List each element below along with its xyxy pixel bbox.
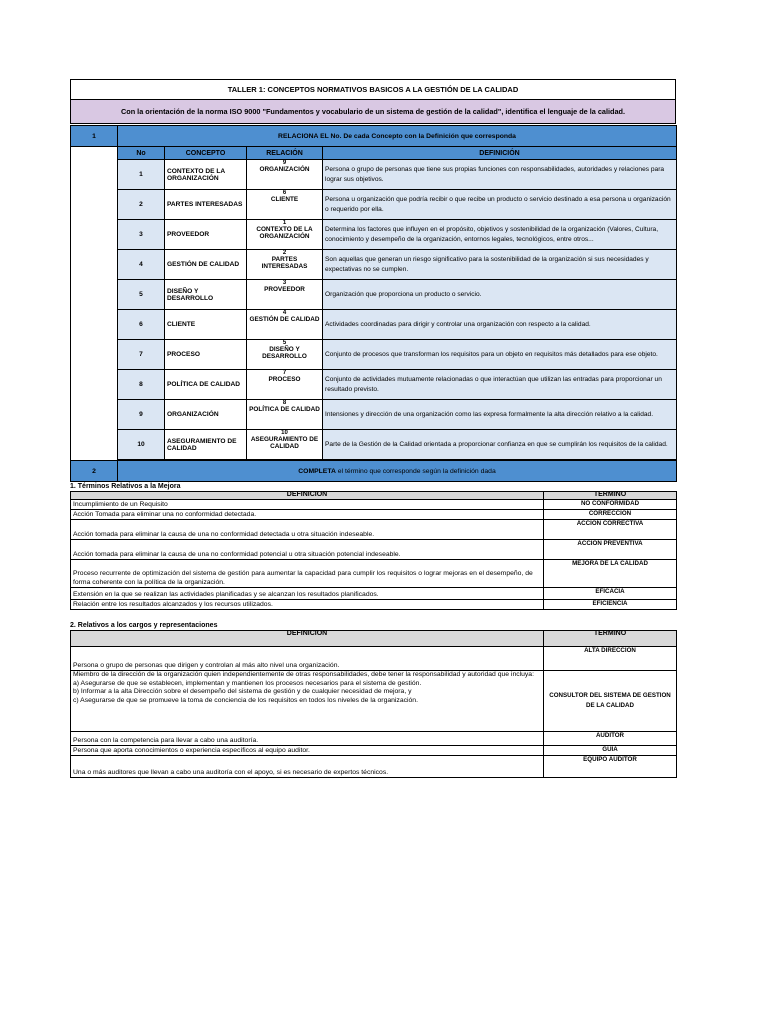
relation-number: 6: [282, 190, 287, 196]
term-cell[interactable]: MEJORA DE LA CALIDAD: [544, 560, 677, 588]
relation-row: [71, 430, 677, 460]
relation-text: PROCESO: [268, 376, 301, 383]
relation-table: [70, 125, 677, 460]
relation-text: PARTES INTERESADAS: [261, 256, 308, 270]
col-header-definicion: DEFINICION: [71, 631, 544, 647]
improvement-row: [71, 540, 677, 560]
relation-number: 5: [282, 340, 287, 346]
concept-cell: GESTIÓN DE CALIDAD: [165, 250, 247, 280]
definition-cell: Proceso recurrente de optimización del sistema de gestión para aumentar la capacidad para cumplir los requisitos o lograr mejoras en el desempeño, de forma coherente con la política de la organización.: [71, 560, 544, 588]
improvement-row: [71, 520, 677, 540]
improvement-terms-table: [70, 491, 677, 610]
relation-text: PROVEEDOR: [264, 286, 305, 293]
relation-number: 9: [282, 160, 287, 166]
concept-cell: PROCESO: [165, 340, 247, 370]
definition-cell: Extensión en la que se realizan las actividades planificadas y se alcanzan los resultados planificados.: [71, 588, 544, 600]
definition-cell: Persona o grupo de personas que dirigen y controlan al más alto nivel una organización.: [71, 647, 544, 671]
term-cell[interactable]: ACCION PREVENTIVA: [544, 540, 677, 560]
section2-number: 2: [71, 461, 118, 482]
section2-header: [70, 460, 677, 482]
definition-cell: Intensiones y dirección de una organización como las expresa formalmente la alta dirección relativo a la calidad.: [323, 400, 677, 430]
definition-cell: Persona o grupo de personas que tiene sus propias funciones con responsabilidades, autoridades y relaciones para lograr sus objetivos.: [323, 160, 677, 190]
term-cell[interactable]: ACCION CORRECTIVA: [544, 520, 677, 540]
relation-cell[interactable]: [247, 400, 323, 430]
definition-cell: Organización que proporciona un producto o servicio.: [323, 280, 677, 310]
improvement-row: [71, 500, 677, 510]
relation-text: ASEGURAMIENTO DE CALIDAD: [250, 436, 319, 450]
definition-cell: Persona u organización que podría recibir o que recibe un producto o servicio destinado a esa persona u organización o requerido por ella.: [323, 190, 677, 220]
term-cell[interactable]: EFICIENCIA: [544, 600, 677, 610]
definition-line: c) Asegurarse de que se promueve la toma de conciencia de los requisitos en todos los niveles de la organización.: [73, 696, 418, 704]
relation-row: [71, 340, 677, 370]
term-cell[interactable]: CONSULTOR DEL SISTEMA DE GESTION DE LA CALIDAD: [544, 671, 677, 732]
definition-line: Miembro de la dirección de la organización quien independientemente de otras responsabilidades, debe tener la responsabilidad y autoridad que incluya:: [73, 671, 534, 678]
relation-number: 2: [282, 250, 287, 256]
row-number: 2: [118, 190, 165, 220]
relation-number: 8: [282, 400, 287, 406]
sub2-caption: 2. Relativos a los cargos y representaciones: [70, 622, 218, 629]
row-number: 5: [118, 280, 165, 310]
definition-cell: Acción Tomada para eliminar una no conformidad detectada.: [71, 510, 544, 520]
row-number: 6: [118, 310, 165, 340]
relation-text: GESTIÓN DE CALIDAD: [249, 316, 320, 323]
relation-number: 7: [282, 370, 287, 376]
relation-row: [71, 400, 677, 430]
relation-cell[interactable]: [247, 280, 323, 310]
definition-cell: Una o más auditores que llevan a cabo una auditoría con el apoyo, si es necesario de expertos técnicos.: [71, 756, 544, 778]
relation-text: POLÍTICA DE CALIDAD: [249, 406, 320, 413]
definition-cell: Acción tomada para eliminar la causa de una no conformidad detectada u otra situación indeseable.: [71, 520, 544, 540]
concept-cell: POLÍTICA DE CALIDAD: [165, 370, 247, 400]
col-header-relation: RELACIÓN: [247, 147, 323, 160]
relation-number: 4: [282, 310, 287, 316]
relation-row: [71, 160, 677, 190]
relation-number: 10: [281, 430, 288, 436]
relation-row: [71, 370, 677, 400]
worksheet-subtitle: Con la orientación de la norma ISO 9000 "Fundamentos y vocabulario de un sistema de gestión de la calidad", identifica el lenguaje de la calidad.: [70, 100, 676, 124]
definition-cell: Relación entre los resultados alcanzados y los recursos utilizados.: [71, 600, 544, 610]
definition-line: b) Informar a la alta Dirección sobre el desempeño del sistema de gestión y de cualquier necesidad de mejora, y: [73, 688, 412, 695]
relation-row: [71, 280, 677, 310]
concept-cell: DISEÑO Y DESARROLLO: [165, 280, 247, 310]
relation-row: [71, 250, 677, 280]
relation-text: CLIENTE: [270, 196, 299, 203]
col-header-definition: DEFINICIÓN: [323, 147, 677, 160]
sub1-caption: 1. Términos Relativos a la Mejora: [70, 483, 181, 490]
row-number: 8: [118, 370, 165, 400]
relation-row: [71, 190, 677, 220]
definition-cell: Incumplimiento de un Requisito: [71, 500, 544, 510]
definition-cell: Parte de la Gestión de la Calidad orientada a proporcionar confianza en que se cumplirán los requisitos de la calidad.: [323, 430, 677, 460]
row-number: 10: [118, 430, 165, 460]
term-cell[interactable]: ALTA DIRECCION: [544, 647, 677, 671]
term-cell[interactable]: NO CONFORMIDAD: [544, 500, 677, 510]
row-number: 4: [118, 250, 165, 280]
relation-cell[interactable]: [247, 340, 323, 370]
improvement-row: [71, 588, 677, 600]
concept-cell: ASEGURAMIENTO DE CALIDAD: [165, 430, 247, 460]
section1-number: 1: [71, 126, 118, 147]
relation-row: [71, 310, 677, 340]
concept-cell: PARTES INTERESADAS: [165, 190, 247, 220]
role-row: [71, 732, 677, 746]
improvement-row: [71, 510, 677, 520]
improvement-row: [71, 560, 677, 588]
definition-line: a) Asegurarse de que se establecen, implementan y mantienen los procesos necesarios para el sistema de gestión.: [73, 679, 422, 687]
relation-text: ORGANIZACIÓN: [259, 166, 310, 173]
concept-cell: ORGANIZACIÓN: [165, 400, 247, 430]
relation-cell[interactable]: [247, 370, 323, 400]
concept-cell: CLIENTE: [165, 310, 247, 340]
definition-cell: Persona que aporta conocimientos o experiencia específicos al equipo auditor.: [71, 746, 544, 756]
role-row: [71, 647, 677, 671]
relation-number: 3: [282, 280, 287, 286]
role-row: [71, 756, 677, 778]
definition-cell: Son aquellas que generan un riesgo significativo para la sostenibilidad de la organización si sus necesidades y expectativas no se cumplen.: [323, 250, 677, 280]
relation-cell[interactable]: [247, 250, 323, 280]
relation-cell[interactable]: [247, 310, 323, 340]
col-header-no: No: [118, 147, 165, 160]
section2-heading: COMPLETA el término que corresponde según la definición dada: [118, 461, 677, 482]
relation-row: [71, 220, 677, 250]
worksheet: [70, 79, 676, 778]
col-header-definicion: DEFINICION: [71, 492, 544, 500]
term-cell[interactable]: AUDITOR: [544, 732, 677, 746]
section1-heading: RELACIONA EL No. De cada Concepto con la Definición que corresponda: [118, 126, 677, 147]
row-number: 1: [118, 160, 165, 190]
term-cell[interactable]: EFICACIA: [544, 588, 677, 600]
role-row: [71, 746, 677, 756]
col-header-concept: CONCEPTO: [165, 147, 247, 160]
row-number: 3: [118, 220, 165, 250]
role-row: [71, 671, 677, 732]
col-header-termino: TERMINO: [544, 492, 677, 500]
definition-cell: Determina los factores que influyen en el propósito, objetivos y sostenibilidad de la organización (Valores, Cultura, conocimiento y desempeño de la organización, entornos legales, tecnológicos, entre otros...: [323, 220, 677, 250]
row-number: 7: [118, 340, 165, 370]
term-cell[interactable]: CORRECCION: [544, 510, 677, 520]
term-cell[interactable]: GUIA: [544, 746, 677, 756]
concept-cell: PROVEEDOR: [165, 220, 247, 250]
concept-cell: CONTEXTO DE LA ORGANIZACIÓN: [165, 160, 247, 190]
definition-cell: Persona con la competencia para llevar a cabo una auditoría.: [71, 732, 544, 746]
relation-cell[interactable]: [247, 190, 323, 220]
roles-terms-table: [70, 630, 677, 778]
definition-cell: Conjunto de actividades mutuamente relacionadas o que interactúan que utilizan las entradas para proporcionar un resultado previsto.: [323, 370, 677, 400]
section1-margin: [71, 147, 118, 460]
definition-cell: Acción tomada para eliminar la causa de una no conformidad potencial u otra situación potencial indeseable.: [71, 540, 544, 560]
relation-cell[interactable]: [247, 220, 323, 250]
definition-cell: Conjunto de procesos que transforman los requisitos para un objeto en requisitos más detallados para ese objeto.: [323, 340, 677, 370]
term-cell[interactable]: EQUIPO AUDITOR: [544, 756, 677, 778]
worksheet-title: TALLER 1: CONCEPTOS NORMATIVOS BASICOS A LA GESTIÓN DE LA CALIDAD: [70, 79, 676, 100]
definition-cell: [71, 671, 544, 732]
improvement-row: [71, 600, 677, 610]
row-number: 9: [118, 400, 165, 430]
relation-text: CONTEXTO DE LA ORGANIZACIÓN: [256, 226, 313, 240]
relation-text: DISEÑO Y DESARROLLO: [262, 346, 307, 360]
relation-number: 1: [282, 220, 287, 226]
definition-cell: Actividades coordinadas para dirigir y controlar una organización con respecto a la calidad.: [323, 310, 677, 340]
relation-cell[interactable]: [247, 160, 323, 190]
relation-cell[interactable]: [247, 430, 323, 460]
col-header-termino: TERMINO: [544, 631, 677, 647]
